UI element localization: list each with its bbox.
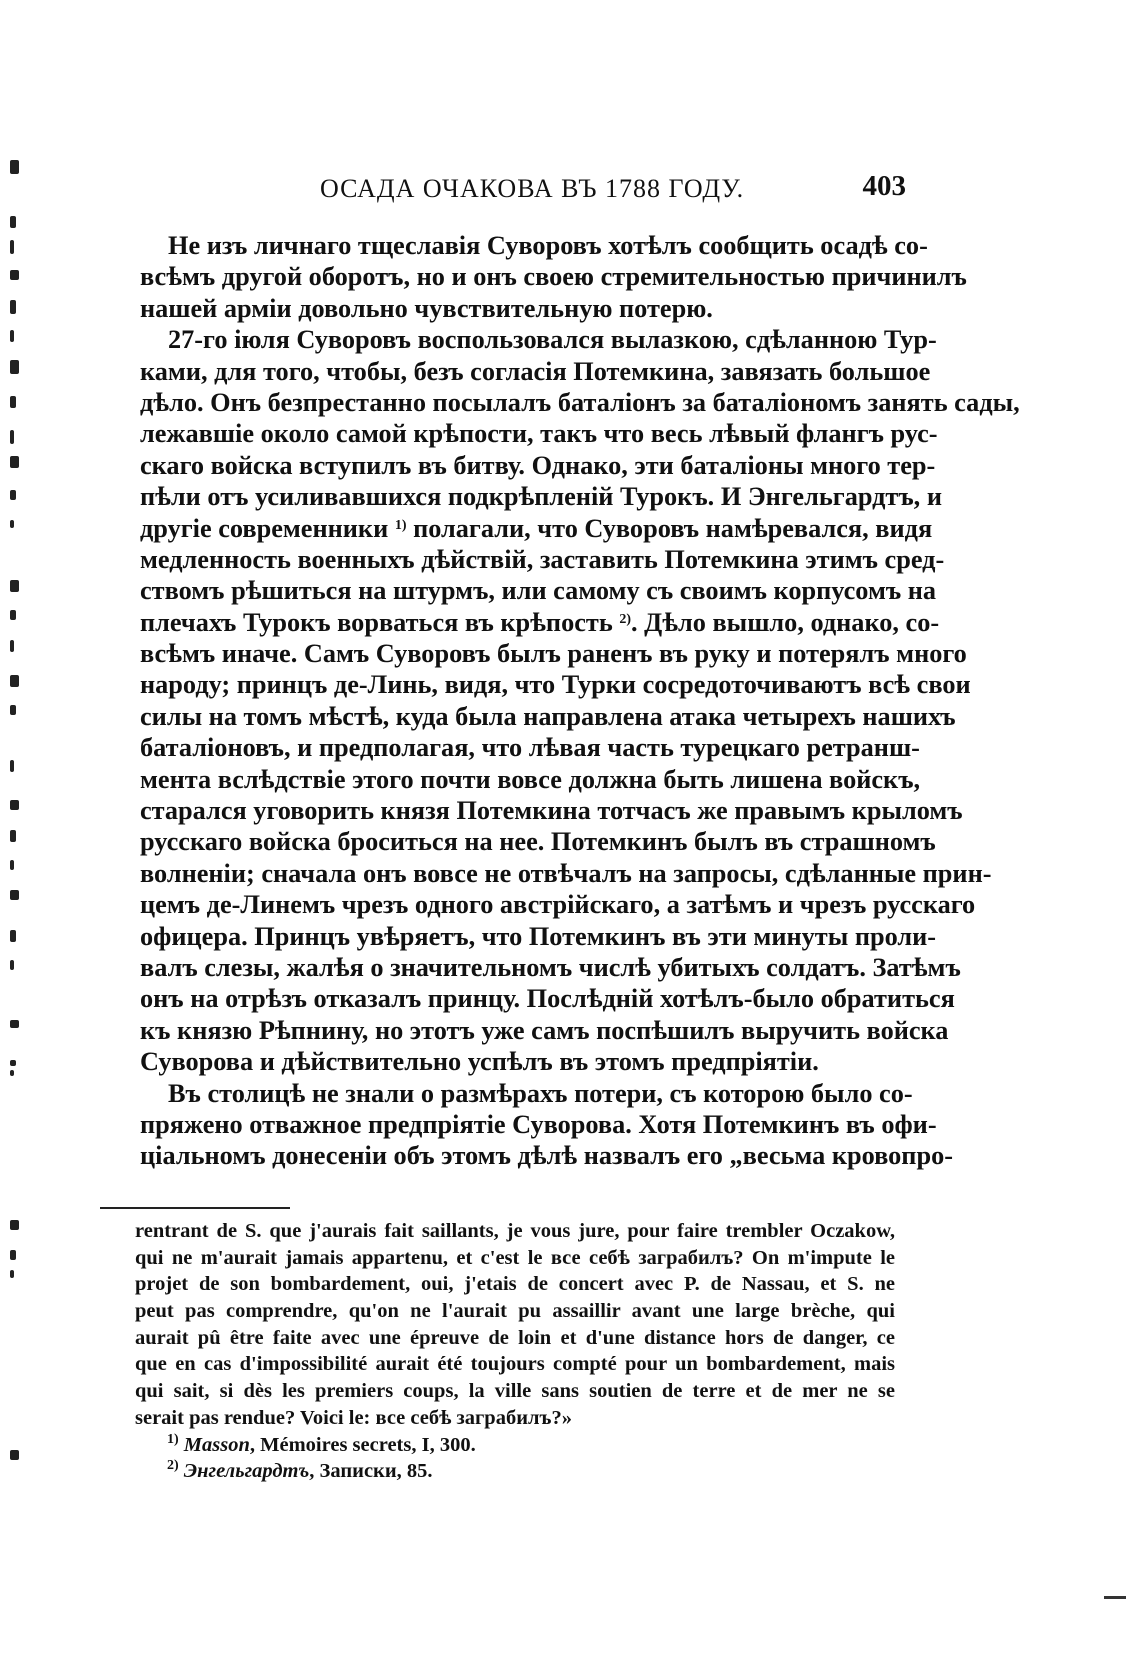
footnote-1	[135, 1432, 895, 1459]
margin-bleed-mark	[10, 360, 19, 374]
margin-bleed-mark	[10, 860, 14, 870]
text-line: дѣло. Онъ безпрестанно посылалъ баталіонъ за баталіономъ занять сады,	[140, 387, 1020, 417]
footnote-2	[135, 1458, 895, 1485]
margin-bleed-mark	[10, 396, 16, 408]
margin-bleed-mark	[10, 580, 19, 592]
text-line: нашей арміи довольно чувствительную потерю.	[140, 293, 713, 323]
margin-bleed-mark	[10, 270, 19, 280]
text-line: ками, для того, чтобы, безъ согласія Потемкина, завязать большое	[140, 356, 931, 386]
text-line: всѣмъ другой оборотъ, но и онъ своею стремительностью причинилъ	[140, 262, 967, 292]
running-title: ОСАДА ОЧАКОВА ВЪ 1788 ГОДУ.	[320, 174, 745, 203]
margin-bleed-mark	[10, 300, 16, 314]
main-text	[140, 230, 1020, 1172]
margin-bleed-mark	[10, 800, 19, 810]
text-line: къ князю Рѣпнину, но этотъ уже самъ поспѣшилъ выручить войска	[140, 1015, 949, 1045]
page-header	[130, 168, 906, 208]
footnote-2-source: , Записки, 85.	[309, 1460, 433, 1483]
text-line: Суворова и дѣйствительно успѣлъ въ этомъ предпріятіи.	[140, 1047, 819, 1077]
edge-dash-mark	[1104, 1596, 1126, 1599]
margin-bleed-mark	[10, 430, 14, 444]
margin-bleed-mark	[10, 640, 14, 652]
text-line: русскаго войска броситься на нее. Потемкинъ былъ въ страшномъ	[140, 827, 936, 857]
text-line-with-note	[140, 607, 940, 638]
footnote-2-author: Энгельгардтъ	[183, 1460, 310, 1483]
margin-bleed-mark	[10, 960, 14, 970]
text-line: валъ слезы, жалѣя о значительномъ числѣ убитыхъ солдатъ. Затѣмъ	[140, 952, 961, 982]
text-line: баталіоновъ, и предполагая, что лѣвая часть турецкаго ретранш-	[140, 733, 920, 763]
text-line: офицера. Принцъ увѣряетъ, что Потемкинъ въ эти минуты проли-	[140, 921, 937, 951]
footnote-line: aurait pû être faite avec une épreuve de loin et d'une distance hors de danger, ce	[135, 1326, 895, 1349]
margin-bleed-mark	[10, 160, 19, 174]
page-number: 403	[862, 170, 906, 202]
text-line-with-note	[140, 513, 933, 544]
text-line: волненіи; сначала онъ вовсе не отвѣчалъ на запросы, сдѣланные прин-	[140, 858, 992, 888]
margin-bleed-mark	[10, 456, 19, 468]
margin-bleed-mark	[10, 760, 14, 772]
text-line: онъ на отрѣзъ отказалъ принцу. Послѣдній хотѣлъ-было обратиться	[140, 984, 955, 1014]
margin-bleed-mark	[10, 1020, 19, 1028]
text-line: Не изъ личнаго тщеславія Суворовъ хотѣлъ сообщить осадѣ со-	[168, 231, 928, 260]
text-segment: полагали, что Суворовъ намѣревался, видя	[413, 513, 933, 543]
footnote-line: qui ne m'aurait jamais appartenu, et c'est le все себѣ заграбилъ? On m'impute le	[135, 1246, 895, 1269]
margin-bleed-mark	[10, 675, 19, 687]
margin-bleed-mark	[10, 830, 16, 842]
text-line: пряжено отважное предпріятіе Суворова. Хотя Потемкинъ въ офи-	[140, 1109, 937, 1139]
text-line: медленность военныхъ дѣйствій, заставить Потемкина этимъ сред-	[140, 544, 945, 574]
text-segment: другіе современники	[140, 513, 389, 543]
footnote-line: qui sait, si dès les premiers coups, la ville sans soutien de terre et de mer ne se	[135, 1380, 895, 1403]
footnote-line: serait pas rendue? Voici le: все себѣ заграбилъ?»	[135, 1406, 572, 1429]
footnote-1-author: Masson	[183, 1433, 250, 1456]
margin-bleed-mark	[10, 610, 16, 620]
margin-bleed-mark	[10, 1220, 19, 1230]
text-line: ціальномъ донесеніи объ этомъ дѣлѣ назвалъ его „весьма кровопро-	[140, 1141, 953, 1171]
margin-bleed-mark	[10, 240, 14, 254]
margin-bleed-mark	[10, 490, 16, 500]
text-line: цемъ де-Линемъ чрезъ одного австрійскаго, а затѣмъ и чрезъ русскаго	[140, 890, 976, 920]
text-line: пѣли отъ усиливавшихся подкрѣпленій Турокъ. И Энгельгардтъ, и	[140, 482, 942, 512]
text-line: старался уговорить князя Потемкина тотчасъ же правымъ крыломъ	[140, 796, 963, 826]
text-segment: . Дѣло вышло, однако, со-	[630, 607, 940, 637]
margin-bleed-mark	[10, 1070, 14, 1076]
text-line: 27-го іюля Суворовъ воспользовался вылазкою, сдѣланною Тур-	[168, 325, 937, 355]
footnote-line: que en cas d'impossibilité aurait été toujours compté pour un bombardement, mais	[135, 1353, 895, 1376]
margin-bleed-mark	[10, 1450, 19, 1460]
margin-bleed-mark	[10, 930, 16, 942]
text-line: народу; принцъ де-Линь, видя, что Турки сосредоточиваютъ всѣ свои	[140, 670, 971, 700]
footnote-line: projet de son bombardement, oui, j'etais de concert avec P. de Nassau, et S. ne	[135, 1273, 895, 1296]
footnote-ref-2: 2)	[619, 611, 631, 627]
footnote-2-mark: 2)	[167, 1458, 179, 1474]
text-line: всѣмъ иначе. Самъ Суворовъ былъ раненъ въ руку и потерялъ много	[140, 639, 967, 669]
margin-bleed-mark	[10, 705, 16, 715]
footnote-line: rentrant de S. que j'aurais fait saillants, je vous jure, pour faire trembler Oczakow,	[135, 1220, 895, 1242]
footnotes	[135, 1218, 895, 1485]
text-line: скаго войска вступилъ въ битву. Однако, эти баталіоны много тер-	[140, 450, 936, 480]
footnote-ref-1: 1)	[394, 517, 407, 533]
text-line: мента вслѣдствіе этого почти вовсе должна быть лишена войскъ,	[140, 764, 921, 794]
margin-bleed-mark	[10, 890, 19, 900]
margin-bleed-mark	[10, 330, 14, 342]
text-line: лежавшіе около самой крѣпости, такъ что весь лѣвый флангъ рус-	[140, 419, 938, 449]
text-line: ствомъ рѣшиться на штурмъ, или самому съ своимъ корпусомъ на	[140, 576, 937, 606]
margin-bleed-mark	[10, 520, 14, 528]
footnote-line: peut pas comprendre, qu'on ne l'aurait pu assaillir avant une large brèche, qui	[135, 1300, 895, 1323]
margin-bleed-mark	[10, 1270, 14, 1278]
footnote-1-source: , Mémoires secrets, I, 300.	[249, 1433, 476, 1456]
text-line: Въ столицѣ не знали о размѣрахъ потери, съ которою было со-	[168, 1078, 913, 1108]
text-line: силы на томъ мѣстѣ, куда была направлена атака четырехъ нашихъ	[140, 701, 956, 731]
margin-bleed-mark	[10, 1250, 16, 1260]
text-segment: плечахъ Турокъ ворваться въ крѣпость	[140, 607, 613, 637]
footnote-divider	[100, 1207, 290, 1209]
footnote-1-mark: 1)	[167, 1431, 179, 1447]
margin-bleed-mark	[10, 1060, 16, 1066]
margin-bleed-mark	[10, 216, 16, 228]
bleed-through-margin	[6, 160, 34, 1580]
